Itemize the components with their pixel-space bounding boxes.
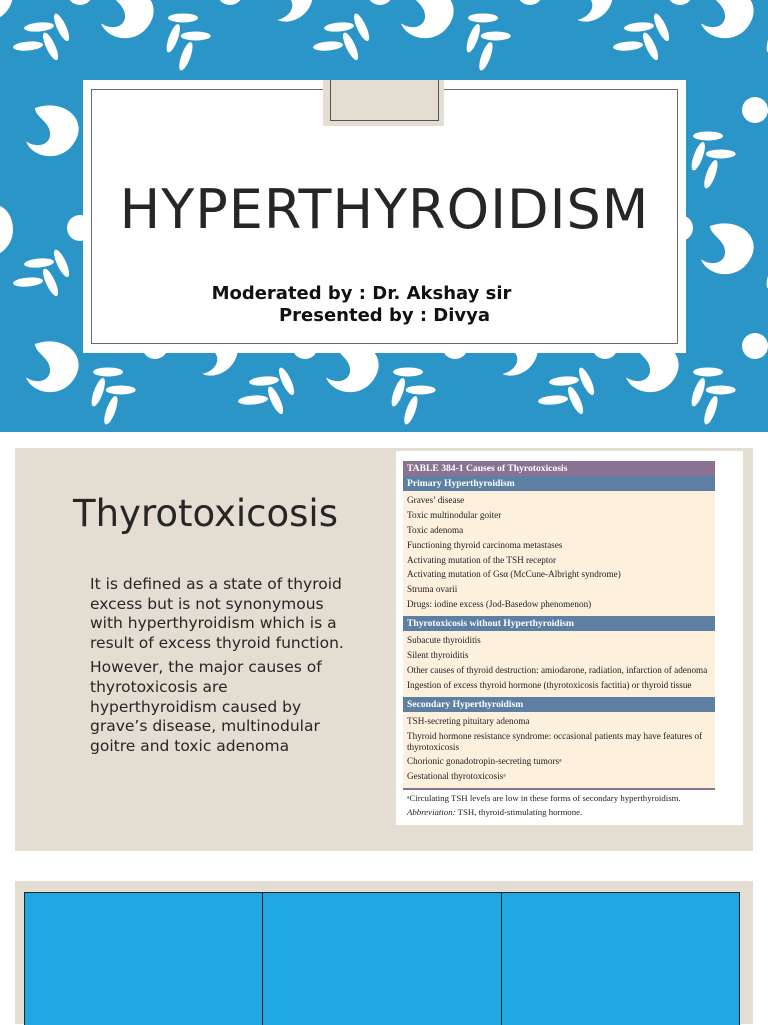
leaf-sprig [234,353,306,428]
table-caption: TABLE 384-1 Causes of Thyrotoxicosis [403,461,715,476]
paisley-shape [393,0,461,48]
leaf-sprig [448,0,521,75]
paisley-shape [18,97,86,165]
title-card-tab [323,80,444,126]
paisley-shape [0,0,21,28]
abbreviation-label: Abbreviation: [407,807,456,818]
dot-shape [217,0,243,5]
dot-shape [742,97,768,123]
leaf-sprig [673,353,746,428]
table-section-heading: Thyrotoxicosis without Hyperthyroidism [403,616,715,631]
slide-heading: Thyrotoxicosis [73,492,338,535]
table-section-heading: Primary Hyperthyroidism [403,476,715,491]
table-footnote: ᵃCirculating TSH levels are low in these forms of secondary hyperthyroidism. [407,793,681,804]
dot-shape [667,0,693,5]
table-row: Activating mutation of Gsα (McCune-Albright syndrome) [407,569,621,580]
table-row: Subacute thyroiditis [407,635,481,646]
title-card-tab-frame [330,80,439,121]
table-row: Thyroid hormone resistance syndrome: occasional patients may have features of thyrotoxicosis [407,730,703,752]
table-section-rows [403,712,715,789]
dot-shape [742,333,768,359]
table-row: Drugs: iodine excess (Jod-Basedow phenomenon) [407,599,592,610]
abbreviation-text: TSH, thyroid-stimulating hormone. [455,807,583,818]
table-cell [25,893,263,1025]
title-slide [0,0,768,432]
table-row: Functioning thyroid carcinoma metastases [407,539,563,550]
table-cell [502,893,739,1025]
paisley-shape [256,0,321,28]
blue-table [24,892,740,1025]
thyrotoxicosis-slide [15,448,753,851]
leaf-sprig [609,0,681,74]
table-row: Chorionic gonadotropin-secreting tumorsᵃ [407,756,562,767]
table-row: Activating mutation of the TSH receptor [407,554,557,565]
body-paragraph: However, the major causes of thyrotoxicosis are hyperthyroidism caused by grave’s disease, multinodular goitre and toxic adenoma [90,658,322,755]
body-paragraph: It is defined as a state of thyroid excess but is not synonymous with hyperthyroidism which is a result of excess thyroid function. [90,575,344,652]
leaf-sprig [373,353,446,428]
paisley-shape [693,215,761,283]
table-row: Silent thyroiditis [407,650,469,661]
leaf-sprig [534,353,606,428]
causes-table [403,461,715,818]
paisley-shape [18,333,86,401]
presenter-line: Presented by : Divya [278,305,491,326]
dot-shape [517,0,543,5]
paisley-shape [693,0,761,48]
paisley-shape [93,0,161,48]
table-row: Ingestion of excess thyroid hormone (thyrotoxicosis factitia) or thyroid tissue [407,679,692,690]
table-section-rows [403,491,715,616]
paisley-shape [556,0,621,28]
leaf-sprig [309,0,381,74]
table-row: Gestational thyrotoxicosisᵃ [407,771,506,782]
leaf-sprig [9,0,81,74]
leaf-sprig [148,0,221,75]
table-slide [15,881,753,1024]
table-row: Toxic multinodular goiter [407,509,502,520]
dot-shape [67,0,93,5]
table-section-rows [403,631,715,697]
table-row: Other causes of thyroid destruction: amiodarone, radiation, infarction of adenoma [407,664,708,675]
leaf-sprig [73,353,146,428]
table-abbreviation [403,804,715,818]
table-row: Struma ovarii [407,584,458,595]
table-row: Toxic adenoma [407,524,464,535]
moderator-line: Moderated by : Dr. Akshay sir [211,283,512,304]
causes-table-image [396,451,743,825]
dot-shape [367,0,393,5]
paisley-shape [0,197,21,263]
table-section-heading: Secondary Hyperthyroidism [403,697,715,712]
table-row: Graves’ disease [407,495,465,505]
slide-body [90,575,348,761]
slide-title: HYPERTHYROIDISM [119,178,650,241]
table-row: TSH-secreting pituitary adenoma [407,715,530,726]
table-cell [263,893,501,1025]
